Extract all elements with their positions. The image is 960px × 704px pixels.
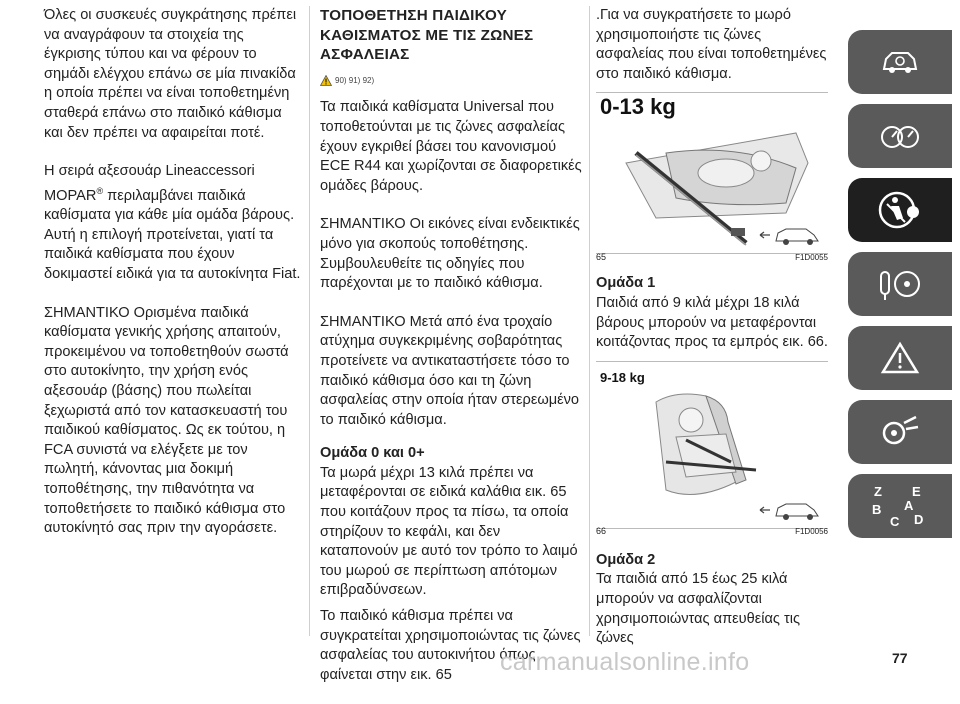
index-letter: C <box>890 514 900 529</box>
dashboard-icon <box>878 121 922 151</box>
figure-65: 0-13 kg 65 F1D0055 <box>596 94 828 262</box>
group-0-title: Ομάδα 0 και 0+ <box>320 445 425 462</box>
text-column-1 <box>44 6 302 558</box>
paragraph-group-0: Τα μωρά μέχρι 13 κιλά πρέπει να μεταφέρονται σε ειδικά καλάθια εικ. 65 που κοιτάζουν προς τα πίσω, τα οποία στηρίζουν το κεφάλι, και δεν καταπονούν με αυτό τον τρόπο το λαιμό του μωρού σε περίπτωση απότομων επιβραδύνσεων. <box>320 464 578 599</box>
tab-starting-driving[interactable] <box>848 252 952 316</box>
section-heading: ΤΟΠΟΘΕΤΗΣΗ ΠΑΙΔΙΚΟΥ ΚΑΘΙΣΜΑΤΟΣ ΜΕ ΤΙΣ ΖΩΝΕΣ ΑΣΦΑΛΕΙΑΣ <box>320 7 534 64</box>
paragraph-group-1: Παιδιά από 9 κιλά μέχρι 18 κιλά βάρους μπορούν να μεταφέρονται κοιτάζοντας προς τα εμπρός εικ. 66. <box>596 294 828 351</box>
text-column-3 <box>596 6 828 668</box>
service-tools-icon <box>878 413 922 451</box>
paragraph-group-2: Τα παιδιά από 15 έως 25 κιλά μπορούν να ασφαλίζονται χρησιμοποιώντας απευθείας τις ζώνες <box>596 571 801 647</box>
page-number: 77 <box>892 650 908 666</box>
car-icon <box>776 504 818 520</box>
group-1-title: Ομάδα 1 <box>596 275 656 292</box>
paragraph-approval: Όλες οι συσκευές συγκράτησης πρέπει να αναγράφουν τα στοιχεία της έγκρισης τύπου και να φέρουν το σημάδι ελέγχου επάνω σε μία πινακίδα η οποία πρέπει να είναι τοποθετημένη σταθερά επάνω στο παιδικό κάθισμα και δεν πρέπει να αφαιρείται ποτέ. <box>44 7 297 141</box>
text-column-2 <box>320 6 582 704</box>
warning-references: 90) 91) 92) <box>320 71 582 91</box>
paragraph-restrain-baby: .Για να συγκρατήσετε το μωρό χρησιμοποιήστε τις ζώνες ασφαλείας που είναι τοποθετημένες στο παιδικό κάθισμα. <box>596 7 827 82</box>
tab-car-info[interactable] <box>848 30 952 94</box>
tab-dashboard[interactable] <box>848 104 952 168</box>
warning-triangle-icon <box>880 341 920 375</box>
warning-triangle-icon <box>320 75 332 86</box>
chapter-tabs <box>848 30 960 548</box>
paragraph-belt-fastening: Το παιδικό κάθισμα πρέπει να συγκρατείται χρησιμοποιώντας τις ζώνες ασφαλείας του αυτοκινήτου όπως φαίνεται στην εικ. 65 <box>320 608 581 683</box>
watermark: carmanualsonline.info <box>500 648 750 676</box>
paragraph-important-accessory: ΣΗΜΑΝΤΙΚΟ Ορισμένα παιδικά καθίσματα γενικής χρήσης απαιτούν, προκειμένου να τοποθετηθούν σωστά στο αυτοκίνητο, την χρήση ενός αξεσουάρ (βάσης) που πωλείται ξεχωριστά από τον κατασκευαστή του παιδικού καθίσματος. Ως εκ τούτου, η FCA συνιστά να ελέγξετε με τον πωλητή, κάνοντας μια δοκιμή τοποθέτησης, την πιθανότητα να τοποθετήσετε το παιδικό κάθισμα στο αυτοκίνητό σας πριν την αγοράσετε. <box>44 304 289 537</box>
key-steering-icon <box>877 266 923 302</box>
index-letter: E <box>912 484 921 499</box>
index-letter: B <box>872 502 882 517</box>
tab-safety[interactable] <box>848 178 952 242</box>
car-info-icon <box>880 47 920 77</box>
index-letter: D <box>914 512 924 527</box>
paragraph-important-accident: ΣΗΜΑΝΤΙΚΟ Μετά από ένα τροχαίο ατύχημα συγκεκριμένης σοβαρότητας προτείνετε να αντικαταστήσετε τόσο το παιδικό κάθισμα όσο και τη ζώνη ασφαλείας στην οποία ήταν στερεωμένο το παιδικό κάθισμα. <box>320 313 580 428</box>
figure-66: 9-18 kg 66 F1D0056 <box>596 361 828 529</box>
column-divider <box>589 6 590 636</box>
paragraph-important-images: ΣΗΜΑΝΤΙΚΟ Οι εικόνες είναι ενδεικτικές μόνο για σκοπούς τοποθέτησης. Συμβουλευθείτε τις οδηγίες που παρέχονται με το παιδικό κάθισμα. <box>320 216 580 292</box>
index-letter: A <box>904 498 914 513</box>
tab-emergency[interactable] <box>848 326 952 390</box>
tab-maintenance[interactable] <box>848 400 952 464</box>
group-2-title: Ομάδα 2 <box>596 551 656 568</box>
airbag-safety-icon <box>877 190 923 230</box>
tab-index[interactable] <box>848 474 952 538</box>
column-divider <box>309 6 310 636</box>
index-letters-icon <box>870 482 930 530</box>
car-icon <box>776 229 818 245</box>
index-letter: Z <box>874 484 882 499</box>
paragraph-mopar: Η σειρά αξεσουάρ Lineaccessori MOPAR® περιλαμβάνει παιδικά καθίσματα για κάθε μία ομάδα βάρους. Αυτή η επιλογή προτείνεται, γιατί τα παιδικά καθίσματα που έχουν δοκιμαστεί ειδικά για τα αυτοκίνητα Fiat. <box>44 163 301 282</box>
paragraph-universal: Τα παιδικά καθίσματα Universal που τοποθετούνται με τις ζώνες ασφαλείας έχουν εγκριθεί βάσει του κανονισμού ECE R44 και χωρίζονται σε διαφορετικές ομάδες βάρους. <box>320 99 582 194</box>
